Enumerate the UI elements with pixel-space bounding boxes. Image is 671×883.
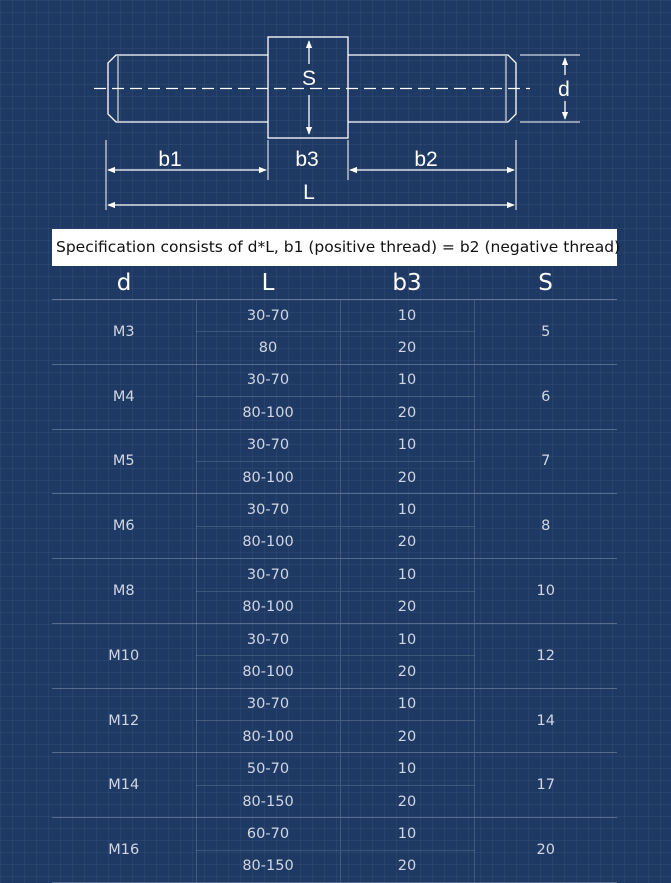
l-label: L (303, 181, 315, 204)
cell-b3: 20 (340, 785, 474, 817)
spec-table (52, 266, 617, 883)
cell-b3: 20 (340, 397, 474, 429)
cell-l: 80-100 (196, 591, 340, 623)
table-row (52, 818, 617, 850)
table-row (52, 300, 617, 332)
table-header-row (52, 266, 617, 300)
cell-d: M16 (52, 818, 196, 883)
cell-l: 30-70 (196, 623, 340, 655)
cell-b3: 20 (340, 332, 474, 364)
header-l: L (196, 266, 340, 300)
cell-l: 30-70 (196, 300, 340, 332)
cell-b3: 20 (340, 461, 474, 493)
cell-d: M10 (52, 623, 196, 688)
b1-label: b1 (158, 148, 182, 171)
cell-l: 30-70 (196, 559, 340, 591)
cell-d: M14 (52, 753, 196, 818)
cell-b3: 10 (340, 623, 474, 655)
table-row (52, 559, 617, 591)
cell-b3: 20 (340, 850, 474, 882)
s-label: S (301, 67, 317, 90)
cell-l: 80-100 (196, 397, 340, 429)
cell-b3: 10 (340, 559, 474, 591)
cell-b3: 10 (340, 494, 474, 526)
cell-s: 7 (474, 429, 617, 494)
cell-b3: 20 (340, 591, 474, 623)
cell-l: 30-70 (196, 494, 340, 526)
cell-s: 5 (474, 300, 617, 365)
cell-d: M5 (52, 429, 196, 494)
cell-l: 60-70 (196, 818, 340, 850)
specification-note: Specification consists of d*L, b1 (positive thread) = b2 (negative thread) (52, 229, 617, 266)
cell-b3: 10 (340, 429, 474, 461)
cell-b3: 10 (340, 364, 474, 396)
cell-l: 80-100 (196, 461, 340, 493)
cell-s: 20 (474, 818, 617, 883)
cell-l: 80-100 (196, 656, 340, 688)
cell-b3: 20 (340, 526, 474, 558)
cell-l: 30-70 (196, 429, 340, 461)
cell-l: 80-100 (196, 721, 340, 753)
cell-d: M6 (52, 494, 196, 559)
cell-s: 12 (474, 623, 617, 688)
header-d: d (52, 266, 196, 300)
table-row (52, 429, 617, 461)
header-s: S (474, 266, 617, 300)
cell-d: M8 (52, 559, 196, 624)
stud-bolt-diagram (0, 0, 671, 228)
cell-s: 10 (474, 559, 617, 624)
header-b3: b3 (340, 266, 474, 300)
cell-b3: 10 (340, 753, 474, 785)
table-row (52, 494, 617, 526)
table-row (52, 753, 617, 785)
cell-l: 30-70 (196, 688, 340, 720)
table-row (52, 623, 617, 655)
cell-l: 50-70 (196, 753, 340, 785)
cell-l: 80-150 (196, 785, 340, 817)
cell-b3: 10 (340, 818, 474, 850)
cell-s: 14 (474, 688, 617, 753)
cell-l: 80 (196, 332, 340, 364)
cell-l: 80-150 (196, 850, 340, 882)
d-label: d (558, 78, 570, 101)
cell-b3: 20 (340, 721, 474, 753)
table-row (52, 364, 617, 396)
cell-s: 6 (474, 364, 617, 429)
cell-b3: 20 (340, 656, 474, 688)
cell-s: 17 (474, 753, 617, 818)
table-row (52, 688, 617, 720)
cell-b3: 10 (340, 300, 474, 332)
b3-label: b3 (295, 148, 319, 171)
cell-d: M3 (52, 300, 196, 365)
b2-label: b2 (414, 148, 438, 171)
cell-b3: 10 (340, 688, 474, 720)
cell-l: 30-70 (196, 364, 340, 396)
cell-s: 8 (474, 494, 617, 559)
cell-d: M4 (52, 364, 196, 429)
cell-l: 80-100 (196, 526, 340, 558)
cell-d: M12 (52, 688, 196, 753)
